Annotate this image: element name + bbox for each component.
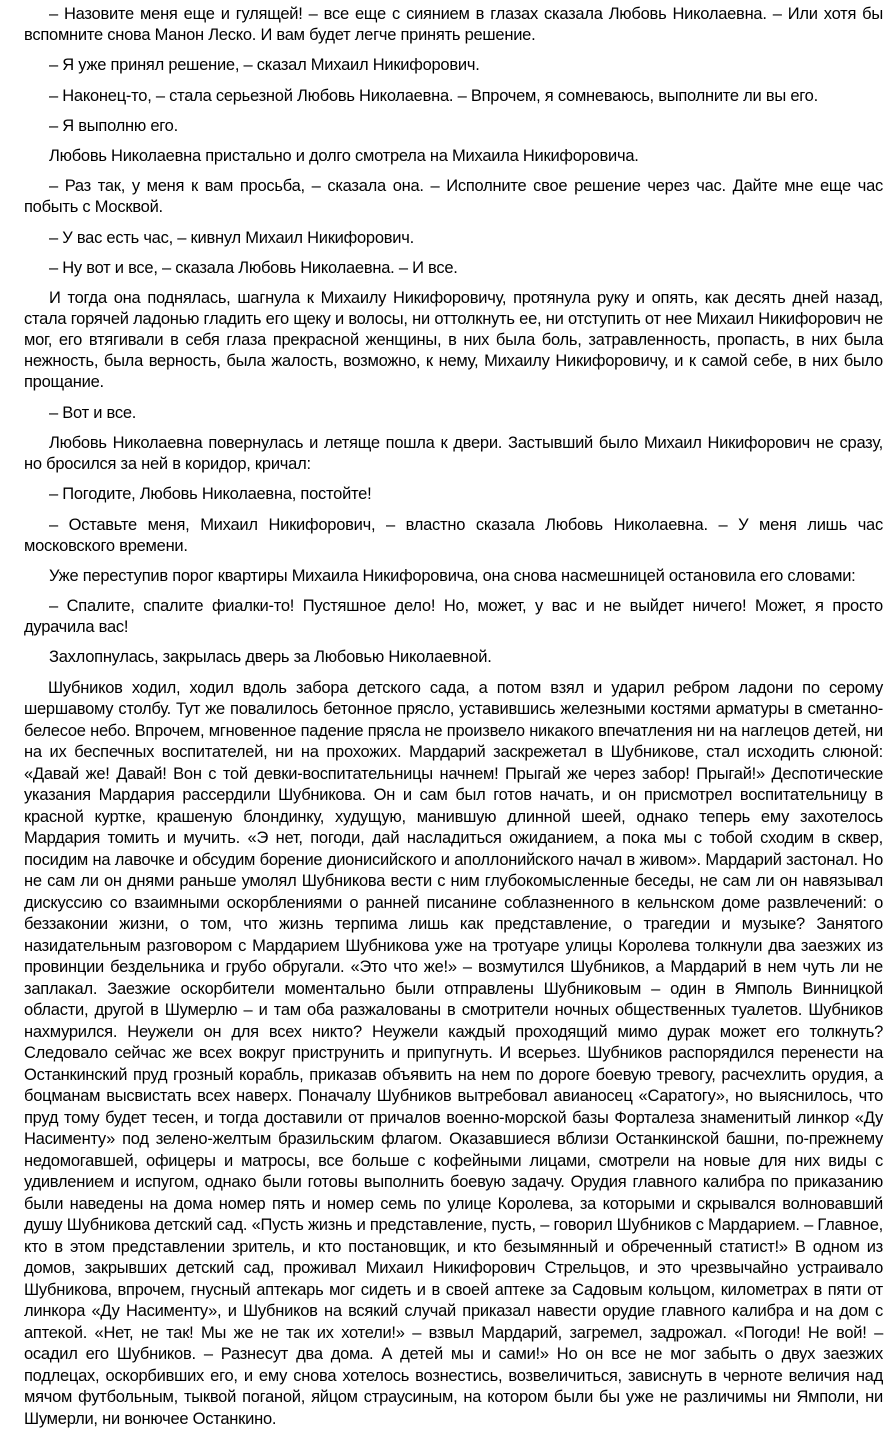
paragraph: – Назовите меня еще и гулящей! – все еще с сиянием в глазах сказала Любовь Николаевна. – Или хотя бы вспомните снова Манон Леско. И вам будет легче принять решение. bbox=[24, 5, 883, 44]
paragraph: – Ну вот и все, – сказала Любовь Николаевна. – И все. bbox=[49, 259, 458, 278]
paragraph: – Я уже принял решение, – сказал Михаил Никифорович. bbox=[49, 56, 480, 75]
paragraph: – Спалите, спалите фиалки-то! Пустяшное дело! Но, может, у вас и не выйдет ничего! Может, я просто дурачила вас! bbox=[24, 597, 883, 637]
narrative-paragraph: Шубников ходил, ходил вдоль забора детского сада, а потом взял и ударил ребром ладони по серому шершавому столбу. Тут же повалилось бетонное прясло, уставившись железными костями арматуры в сметанно-белесое небо. Впрочем, мгновенное падение прясла не произвело никакого впечатления ни на наглецов детей, ни на их беспечных воспитателей, ни на прохожих. Мардарий заскрежетал в Шубникове, стал исходить слюной: «Давай же! Давай! Вон с той девки-воспитательницы начнем! Прыгай же через забор! Прыгай!» Деспотические указания Мардария рассердили Шубникова. Он и сам был готов начать, и он присмотрел воспитательницу в красной куртке, крашеную блондинку, худущую, манившую длинной шеей, однако теперь ему захотелось Мардария томить и мучить. «Э нет, погоди, дай насладиться ожиданием, а пока мы с тобой сходим в сквер, посидим на лавочке и обсудим борение дионисийского и аполлонийского начал в живом». Мардарий застонал. Но не сам ли он днями раньше умолял Шубникова вести с ним глубокомысленные беседы, не сам ли он навязывал дискуссию со взаимными оскорблениями о ранней писанине соблазненного в кельнском доме развлечений: о беззаконии жизни, о том, что жизнь терпима лишь как представление, о трагедии и музыке? Занятого назидательным разговором с Мардарием Шубникова уже на тротуаре улицы Королева толкнули два заезжих из провинции бездельника и грубо обругали. «Это что же!» – возмутился Шубников, а Мардарий в нем чуть ли не заплакал. Заезжие оскорбители моментально были отправлены Шубниковым – один в Ямполь Винницкой области, другой в Шумерлю – и там оба разжалованы в смотрители ночных общественных туалетов. Шубников нахмурился. Неужели он для всех никто? Неужели каждый проходящий мимо дурак может его толкнуть? Следовало сейчас же всех вокруг приструнить и припугнуть. И всерьез. Шубников распорядился перенести на Останкинский пруд грозный корабль, приказав объявить на нем по дороге боевую тревогу, расчехлить орудия, а боцманам высвистать всех наверх. Поначалу Шубников вытребовал авианосец «Саратогу», но выяснилось, что пруд тому будет тесен, и тогда доставили от причалов военно-морской базы Форталеза знаменитый линкор «Ду Насименту» под зелено-желтым бразильским флагом. Оказавшиеся вблизи Останкинской башни, по-прежнему недомогавшей, офицеры и матросы, все больше с кофейными лицами, смотрели на новые для них виды с удивлением и испугом, однако были готовы выполнить боевую задачу. Орудия главного калибра по приказанию были наведены на дома номер пять и номер семь по улице Королева, за которыми и скрывался волновавший душу Шубникова детский сад. «Пусть жизнь и представление, пусть, – говорил Шубников с Мардарием. – Главное, кто в этом представлении зритель, и кто постановщик, и кто безымянный и обреченный статист!» В одном из домов, закрывших детский сад, проживал Михаил Никифорович Стрельцов, и это чрезвычайно устраивало Шубникова, впрочем, гнусный аптекарь мог сидеть и в своей аптеке за Садовым кольцом, километрах в пяти от линкора «Ду Насименту», и Шубников на всякий случай приказал навести орудие главного калибра и на дом с аптекой. «Нет, не так! Мы же не так их хотели!» – взвыл Мардарий, загремел, задрожал. «Погоди! Не вой! – осадил его Шубников. – Разнесут два дома. А детей мы и сами!» Но он все не мог забыть о двух заезжих подлецах, оскорбивших его, и ему снова хотелось вознестись, возвеличиться, зависнуть в черноте величия над мячом футбольным, тыквой поганой, яйцом страусиным, на котором были бы уже не различимы ни Ямполи, ни Шумерли, ни вонючее Останкино. bbox=[24, 678, 883, 1428]
paragraph: Любовь Николаевна повернулась и летяще пошла к двери. Застывший было Михаил Никифорович не сразу, но бросился за ней в коридор, кричал: bbox=[24, 433, 883, 473]
paragraph: – Вот и все. bbox=[49, 403, 137, 422]
paragraph: И тогда она поднялась, шагнула к Михаилу Никифоровичу, протянула руку и опять, как десять дней назад, стала горячей ладонью гладить его щеку и волосы, ни оттолкнуть ее, ни отступить от нее Михаил Никифорович не мог, его втягивали в себя глаза прекрасной женщины, в них была боль, затравленность, пропасть, в них была нежность, была верность, была жалость, возможно, к нему, Михаилу Никифоровичу, и к самой себе, в них было прощание. bbox=[24, 289, 883, 392]
dialogue-section bbox=[24, 0, 883, 668]
paragraph: – У вас есть час, – кивнул Михаил Никифорович. bbox=[49, 228, 414, 247]
paragraph: – Оставьте меня, Михаил Никифорович, – властно сказала Любовь Николаевна. – У меня лишь час московского времени. bbox=[24, 515, 883, 555]
paragraph: Захлопнулась, закрылась дверь за Любовью Николаевной. bbox=[49, 648, 492, 667]
paragraph: – Наконец-то, – стала серьезной Любовь Николаевна. – Впрочем, я сомневаюсь, выполните ли вы его. bbox=[49, 86, 818, 105]
paragraph: – Погодите, Любовь Николаевна, постойте! bbox=[49, 485, 372, 504]
narrative-section bbox=[24, 678, 883, 1430]
paragraph: – Раз так, у меня к вам просьба, – сказала она. – Исполните свое решение через час. Дайте мне еще час побыть с Москвой. bbox=[24, 177, 883, 217]
paragraph: Уже переступив порог квартиры Михаила Никифоровича, она снова насмешницей остановила его словами: bbox=[49, 566, 856, 585]
paragraph: – Я выполню его. bbox=[49, 116, 178, 135]
paragraph: Любовь Николаевна пристально и долго смотрела на Михаила Никифоровича. bbox=[49, 147, 639, 166]
